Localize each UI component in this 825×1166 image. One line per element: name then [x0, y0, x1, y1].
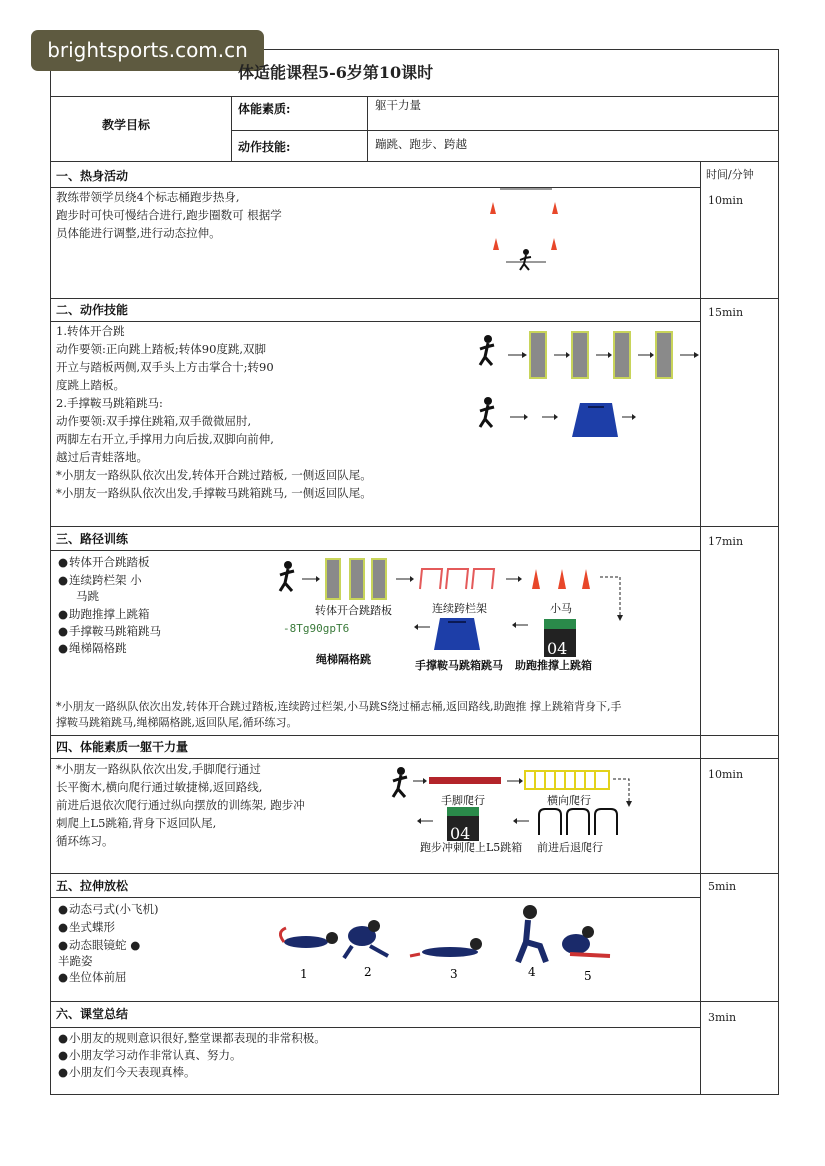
path-label: 连续跨栏架	[432, 602, 487, 615]
skills-line: 2.手撑鞍马跳箱跳马:	[56, 396, 163, 410]
skills-line: 越过后青蛙落地。	[56, 450, 148, 464]
path-label: 助跑推撑上跳箱	[515, 659, 592, 672]
cone-icon	[551, 238, 557, 250]
step-board	[350, 559, 364, 599]
skills-line: 1.转体开合跳	[56, 324, 125, 338]
warmup-time: 10min	[708, 194, 744, 207]
pose-5-icon	[562, 926, 610, 956]
core-line: 前进后退依次爬行通过纵向摆放的训练架, 跑步冲	[56, 798, 305, 812]
skills-line: 动作要领:正向跳上踏板;转体90度跳,双脚	[56, 342, 267, 356]
path-note: *小朋友一路纵队依次出发,转体开合跳过踏板,连续跨过栏架,小马跳S绕过桶志桶,返回路线,助跑推 撑上跳箱背身下,手	[56, 700, 622, 713]
crawl-frame	[539, 809, 617, 835]
stretch-item-cont: 半跪姿	[58, 954, 93, 968]
physical-value: 躯干力量	[375, 98, 421, 112]
step-board	[656, 332, 672, 378]
cone-icon	[493, 238, 499, 250]
pose-1-icon	[280, 928, 338, 948]
skills-diagram	[470, 325, 700, 445]
step-board	[614, 332, 630, 378]
physical-label: 体能素质:	[238, 102, 291, 116]
skills-line: 两脚左右开立,手撑用力向后拔,双脚向前伸,	[56, 432, 274, 446]
step-board	[572, 332, 588, 378]
hurdle-icon	[446, 569, 468, 589]
runner-icon	[484, 335, 492, 343]
warmup-line: 跑步时可快可慢结合进行,跑步圈数可 根据学	[56, 208, 282, 222]
core-label: 手脚爬行	[441, 794, 485, 807]
pose-number: 4	[528, 965, 536, 979]
warmup-line: 员体能进行调整,进行动态拉伸。	[56, 226, 221, 240]
hurdle-icon	[472, 569, 494, 589]
core-title: 四、体能素质一躯干力量	[56, 740, 189, 754]
stretch-poses	[270, 902, 630, 982]
time-header: 时间/分钟	[706, 168, 754, 181]
skills-title: 二、动作技能	[56, 303, 129, 317]
cone-icon	[552, 202, 558, 214]
core-line: 长平衡木,横向爬行通过敏捷梯,返回路线,	[56, 780, 263, 794]
step-board	[372, 559, 386, 599]
core-line: 循环练习。	[56, 834, 114, 848]
step-board	[530, 332, 546, 378]
skills-line: 度跳上踏板。	[56, 378, 125, 392]
path-item: ● 绳梯隔格跳	[58, 639, 127, 657]
path-label: 小马	[550, 602, 572, 615]
cone-icon	[558, 569, 566, 589]
path-time: 17min	[708, 535, 744, 548]
stretch-time: 5min	[708, 880, 737, 893]
warmup-title: 一、热身活动	[56, 169, 129, 183]
skills-line: *小朋友一路纵队依次出发,转体开合跳过踏板, 一侧返回队尾。	[56, 468, 372, 482]
path-item: ● 助跑推撑上跳箱	[58, 605, 150, 623]
path-note: 撑鞍马跳箱跳马,绳梯隔格跳,返回队尾,循环练习。	[56, 716, 298, 729]
summary-title: 六、课堂总结	[56, 1007, 129, 1021]
skill-label: 动作技能:	[238, 140, 291, 154]
agility-ladder	[525, 771, 609, 789]
pose-number: 5	[584, 969, 592, 982]
pose-number: 3	[450, 967, 458, 981]
runner-icon	[284, 561, 292, 569]
box-number: 04	[547, 639, 568, 658]
pose-3-icon	[410, 938, 482, 957]
skills-time: 15min	[708, 306, 744, 319]
skills-line: 开立与踏板两侧,双手头上方击掌合十;转90	[56, 360, 274, 374]
path-title: 三、路径训练	[56, 532, 129, 546]
step-board	[326, 559, 340, 599]
path-label: 绳梯隔格跳	[316, 653, 371, 666]
stretch-item: ● 坐位体前屈	[58, 968, 127, 986]
path-item: ● 手撑鞍马跳箱跳马	[58, 622, 161, 640]
cone-icon	[490, 202, 496, 214]
cone-icon	[532, 569, 540, 589]
path-item-cont: 马跳	[76, 589, 99, 603]
skills-line: 动作要领:双手撑住跳箱,双手微微屈肘,	[56, 414, 252, 428]
runner-icon	[523, 249, 529, 255]
balance-beam	[429, 777, 501, 784]
pose-number: 1	[300, 967, 308, 981]
core-label: 横向爬行	[547, 794, 591, 807]
skills-line: *小朋友一路纵队依次出发,手撑鞍马跳箱跳马, 一侧返回队尾。	[56, 486, 372, 500]
runner-icon	[484, 397, 492, 405]
core-label: 跑步冲刺爬上L5跳箱	[420, 841, 523, 854]
pose-4-icon	[518, 905, 546, 962]
stretch-item: ● 动态弓式(小飞机)	[58, 900, 159, 918]
path-label: 手撑鞍马跳箱跳马	[415, 659, 503, 672]
vault-box	[572, 403, 618, 437]
core-line: 刺爬上L5跳箱,背身下返回队尾,	[56, 816, 217, 830]
warmup-line: 教练带领学员绕4个标志桶跑步热身,	[56, 190, 240, 204]
pose-number: 2	[364, 965, 372, 979]
goal-label: 教学目标	[102, 118, 151, 132]
summary-time: 3min	[708, 1011, 737, 1024]
warmup-diagram	[480, 184, 580, 276]
cone-icon	[582, 569, 590, 589]
core-time: 10min	[708, 768, 744, 781]
path-item: ● 转体开合跳踏板	[58, 553, 150, 571]
stretch-title: 五、拉伸放松	[56, 879, 129, 893]
core-line: *小朋友一路纵队依次出发,手脚爬行通过	[56, 762, 261, 776]
summary-item: ● 小朋友学习动作非常认真、努力。	[58, 1046, 242, 1064]
stretch-item: ● 坐式蝶形	[58, 918, 115, 936]
box-number: 04	[450, 824, 471, 843]
summary-item: ● 小朋友们今天表现真棒。	[58, 1063, 196, 1081]
watermark: brightsports.com.cn	[31, 30, 264, 71]
core-label: 前进后退爬行	[537, 841, 603, 854]
pose-2-icon	[344, 920, 388, 958]
path-label: -8Tg90gpT6	[283, 622, 350, 635]
path-item: ● 连续跨栏架 小	[58, 571, 142, 589]
path-label: 转体开合跳踏板	[315, 604, 392, 617]
stretch-item: ● 动态眼镜蛇 ●	[58, 936, 140, 954]
page-title: 体适能课程5-6岁第10课时	[238, 63, 434, 82]
summary-item: ● 小朋友的规则意识很好,整堂课都表现的非常积极。	[58, 1029, 326, 1047]
skill-value: 蹦跳、跑步、跨越	[375, 137, 467, 151]
core-diagram	[385, 763, 645, 843]
hurdle-icon	[420, 569, 442, 589]
runner-icon	[397, 767, 405, 775]
